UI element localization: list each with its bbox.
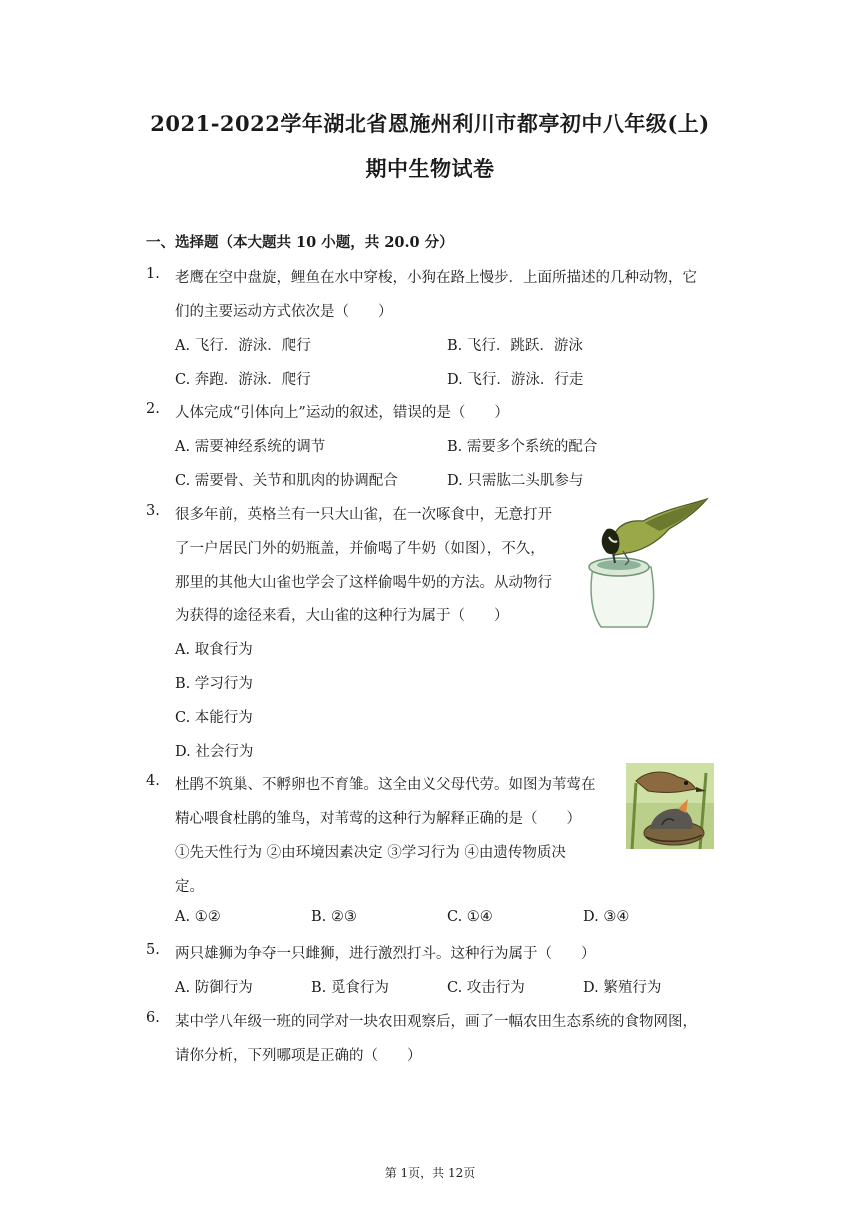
question-1-text-line2: 们的主要运动方式依次是（ ） <box>175 304 393 320</box>
question-6-text-line1: 某中学八年级一班的同学对一块农田观察后，画了一幅农田生态系统的食物网图， <box>175 1014 697 1030</box>
question-3-option-c: C. 本能行为 <box>175 710 253 726</box>
question-4-option-c: C. ①④ <box>447 909 493 925</box>
question-3-text-line3: 那里的其他大山雀也学会了这样偷喝牛奶的方法。从动物行 <box>175 575 552 591</box>
question-1-option-d: D. 飞行．游泳．行走 <box>447 372 584 388</box>
question-4-text-line1: 杜鹃不筑巢、不孵卵也不育雏。这全由义父母代劳。如图为苇莺在 <box>175 777 596 793</box>
question-4-option-a: A. ①② <box>175 909 221 925</box>
question-3-text-line1: 很多年前，英格兰有一只大山雀，在一次啄食中，无意打开 <box>175 507 552 523</box>
question-4-text-line2: 精心喂食杜鹃的雏鸟，对苇莺的这种行为解释正确的是（ ） <box>175 811 581 827</box>
question-4-option-d: D. ③④ <box>583 909 630 925</box>
question-1-number: 1. <box>146 266 160 282</box>
question-2-option-a: A. 需要神经系统的调节 <box>175 439 326 455</box>
exam-title-line1: 2021-2022学年湖北省恩施州利川市都亭初中八年级(上) <box>150 111 710 136</box>
question-3-number: 3. <box>146 503 160 519</box>
question-4-option-b: B. ②③ <box>311 909 357 925</box>
question-2-option-b: B. 需要多个系统的配合 <box>447 439 598 455</box>
question-5-option-b: B. 觅食行为 <box>311 980 389 996</box>
question-6-text-line2: 请你分析，下列哪项是正确的（ ） <box>175 1048 422 1064</box>
page-footer: 第 1页，共 12页 <box>384 1166 476 1180</box>
question-4-text-line4: 定。 <box>175 879 204 895</box>
question-4-text-line3: ①先天性行为 ②由环境因素决定 ③学习行为 ④由遗传物质决 <box>175 845 566 861</box>
exam-title-line2: 期中生物试卷 <box>365 156 495 181</box>
question-3-option-d: D. 社会行为 <box>175 744 254 760</box>
question-5-number: 5. <box>146 942 160 958</box>
question-3-text-line2: 了一户居民门外的奶瓶盖，并偷喝了牛奶（如图），不久， <box>175 541 545 557</box>
question-5-option-c: C. 攻击行为 <box>447 980 525 996</box>
question-3-text-line4: 为获得的途径来看，大山雀的这种行为属于（ ） <box>175 608 509 624</box>
question-5-text-line1: 两只雄狮为争夺一只雌狮，进行激烈打斗。这种行为属于（ ） <box>175 946 596 962</box>
question-2-option-c: C. 需要骨、关节和肌肉的协调配合 <box>175 473 398 489</box>
question-4-number: 4. <box>146 773 160 789</box>
question-2-option-d: D. 只需肱二头肌参与 <box>447 473 584 489</box>
question-3-option-b: B. 学习行为 <box>175 676 253 692</box>
question-1-text-line1: 老鹰在空中盘旋，鲤鱼在水中穿梭，小狗在路上慢步．上面所描述的几种动物，它 <box>175 270 697 286</box>
reed-warbler-feeding-cuckoo-photo <box>626 763 714 849</box>
question-1-option-a: A. 飞行．游泳．爬行 <box>175 338 311 354</box>
question-3-option-a: A. 取食行为 <box>175 642 253 658</box>
question-1-option-b: B. 飞行．跳跃．游泳 <box>447 338 583 354</box>
question-5-option-a: A. 防御行为 <box>175 980 253 996</box>
bird-milk-bottle-illustration <box>585 495 713 630</box>
question-2-text-line1: 人体完成“引体向上”运动的叙述，错误的是（ ） <box>175 405 509 421</box>
question-1-option-c: C. 奔跑．游泳．爬行 <box>175 372 311 388</box>
question-2-number: 2. <box>146 401 160 417</box>
question-5-option-d: D. 繁殖行为 <box>583 980 662 996</box>
section-heading: 一、选择题（本大题共 10 小题，共 20.0 分） <box>146 234 454 251</box>
question-6-number: 6. <box>146 1010 160 1026</box>
